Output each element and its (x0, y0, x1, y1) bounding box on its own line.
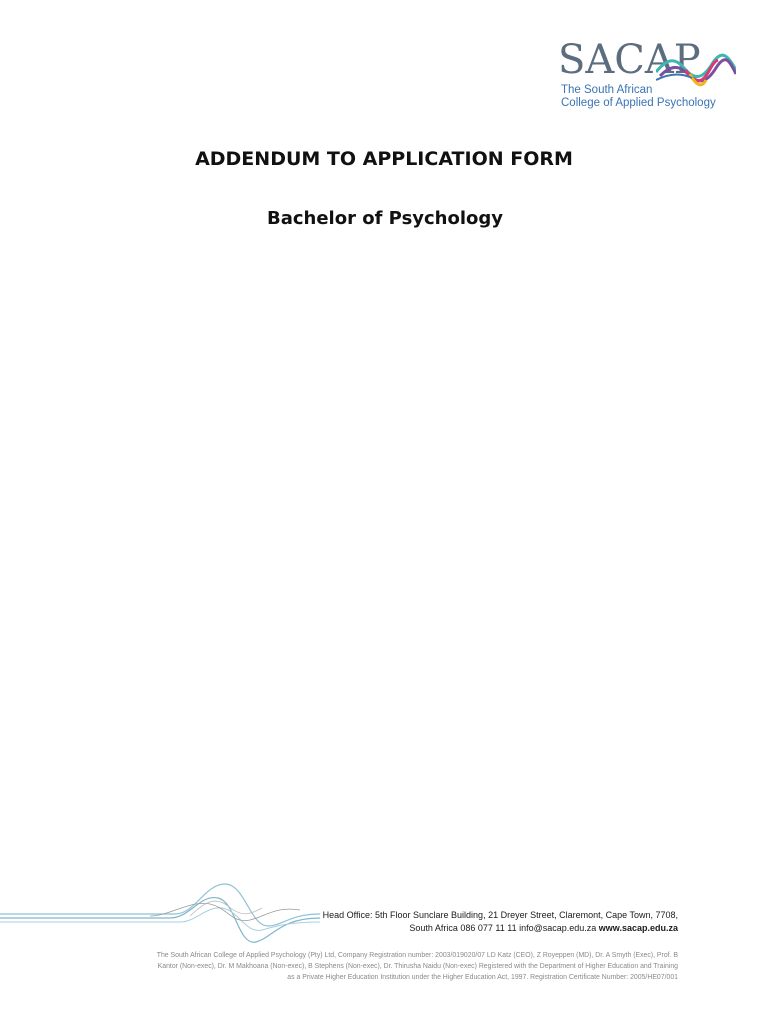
legal-line1: The South African College of Applied Psychology (Pty) Ltd, Company Registration number: 2003/019020/07 LD Katz (CEO), Z Royeppen (MD), Dr. A Smyth (Exec), Prof. B (156, 952, 678, 959)
sacap-logo (556, 38, 736, 114)
document-subtitle: Bachelor of Psychology (266, 208, 504, 229)
logo-tagline-line1: The South African (561, 84, 653, 96)
document-title: ADDENDUM TO APPLICATION FORM (195, 148, 573, 170)
legal-line3: as a Private Higher Education Institution under the Higher Education Act, 1997. Registration Certificate Number: 2005/HE07/001 (287, 974, 678, 981)
address-line2 (323, 922, 678, 935)
footer-address (323, 909, 678, 935)
logo-wordmark: SACAP (558, 37, 701, 83)
legal-line2: Kantor (Non-exec), Dr. M Makhoana (Non-exec), B Stephens (Non-exec), Dr. Thirusha Naidu (Non-exec) Registered with the Department of Higher Education and Training (157, 963, 678, 970)
logo-wave-icon (656, 50, 736, 90)
address-contact: South Africa 086 077 11 11 info@sacap.edu.za (409, 923, 599, 933)
address-line1: Head Office: 5th Floor Sunclare Building, 21 Dreyer Street, Claremont, Cape Town, 7708, (322, 910, 678, 920)
logo-tagline-line2: College of Applied Psychology (561, 97, 716, 109)
footer-wave-icon (0, 876, 320, 952)
footer-legal (78, 950, 678, 983)
website-link[interactable]: www.sacap.edu.za (598, 923, 678, 933)
